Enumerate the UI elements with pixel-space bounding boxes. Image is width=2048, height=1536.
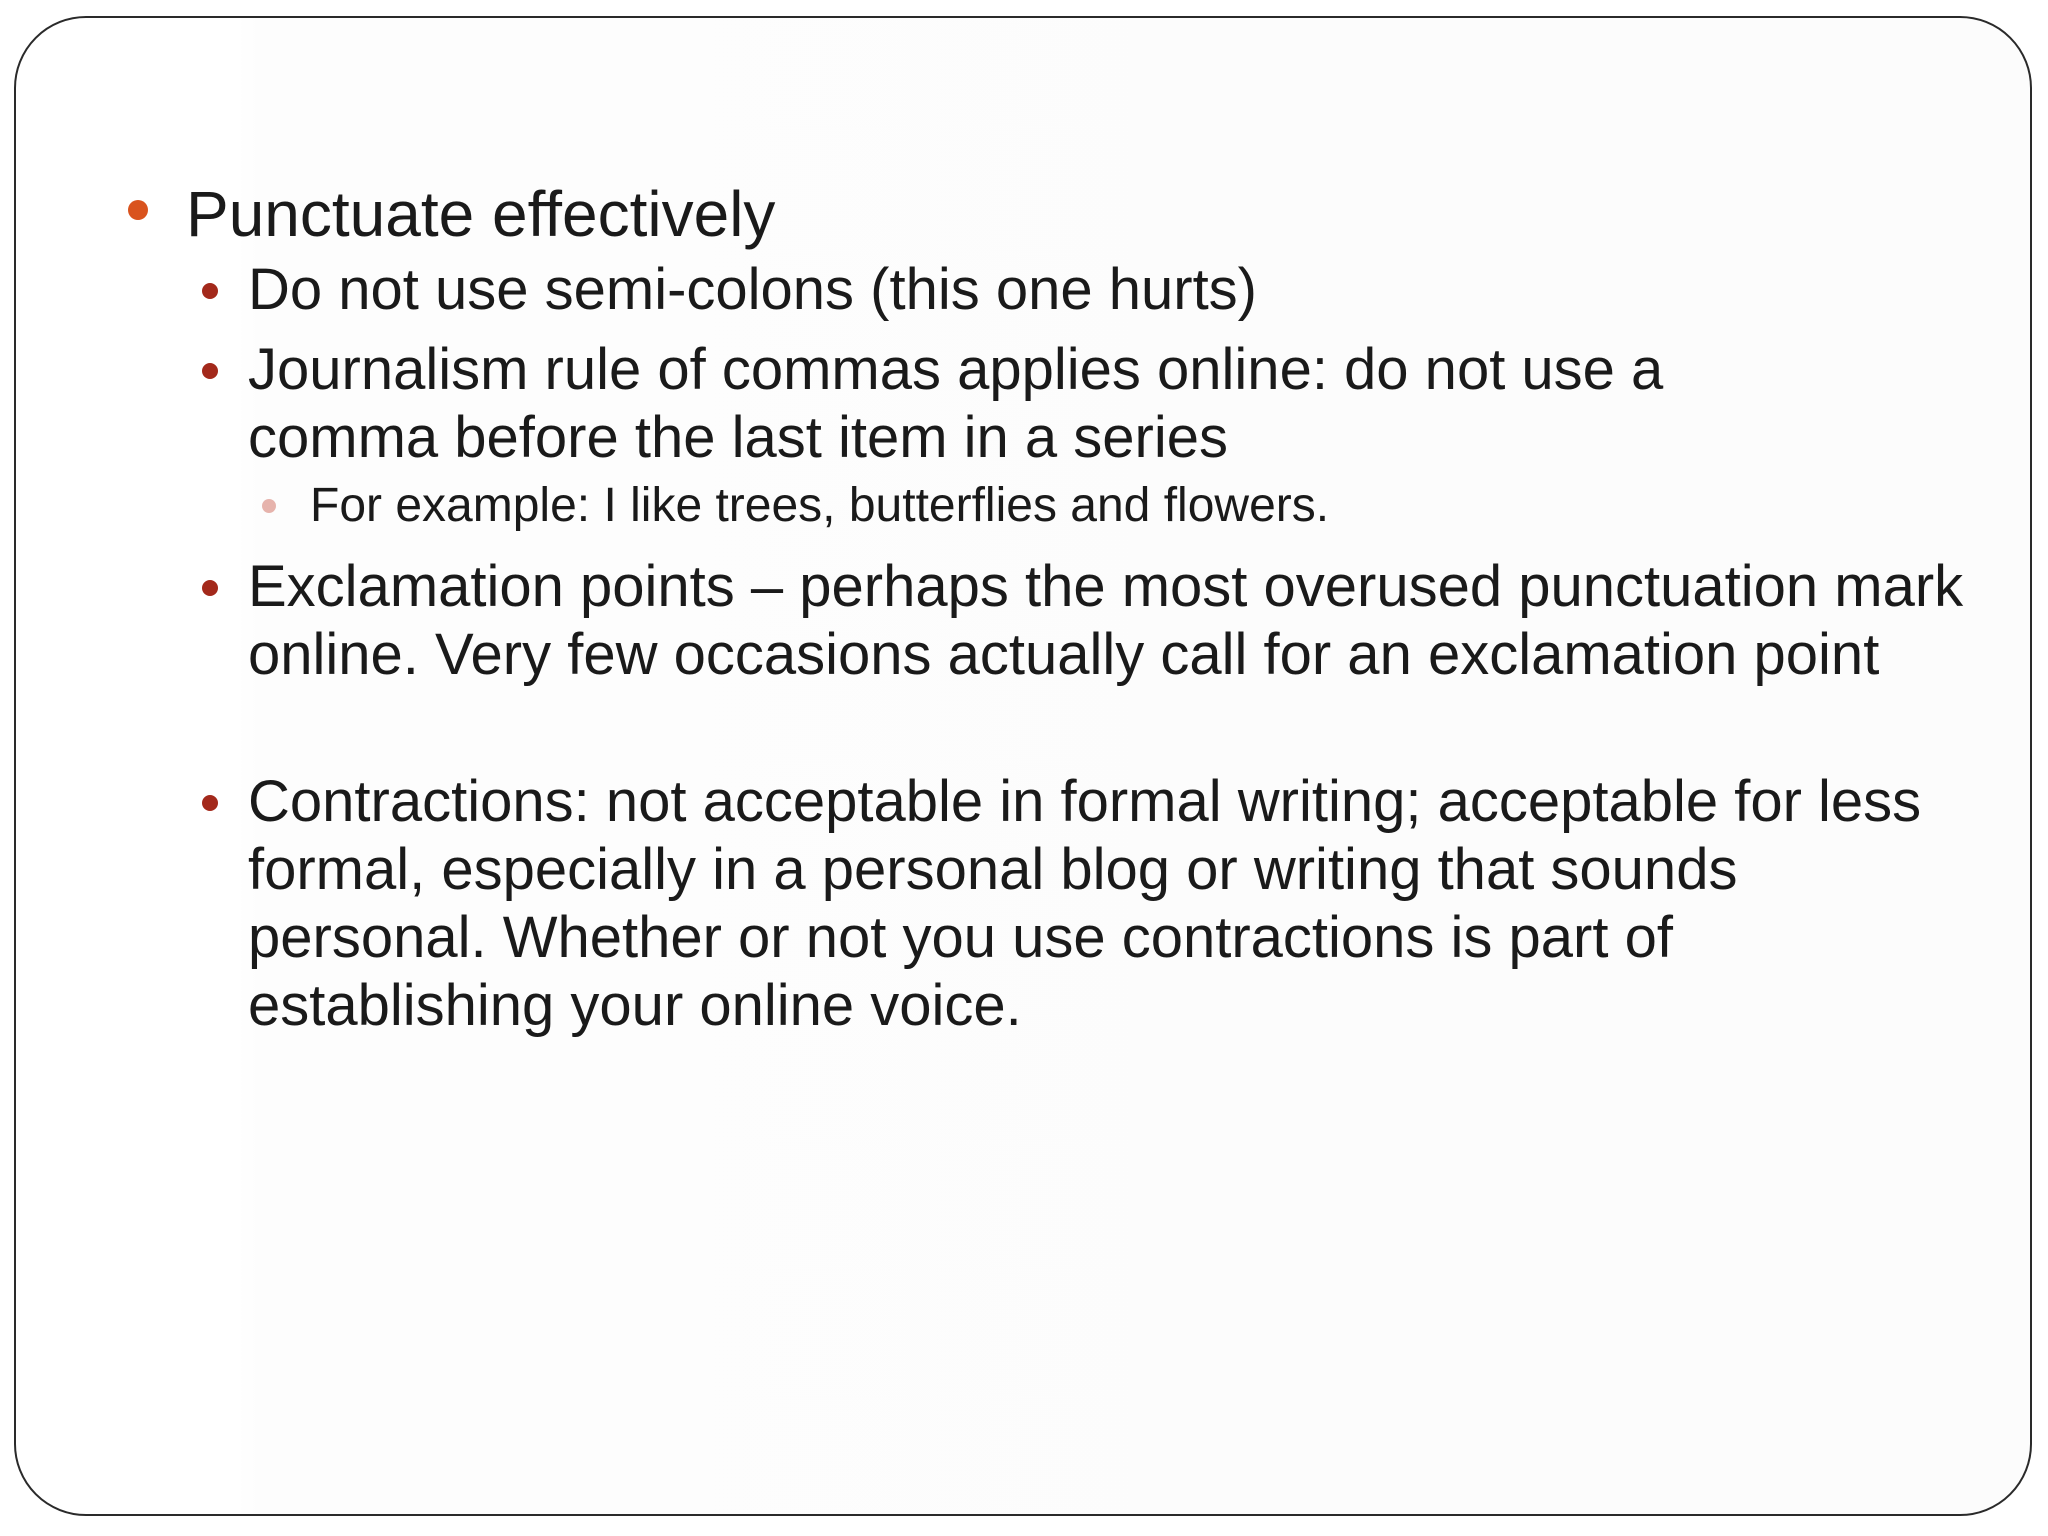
bullet-contractions: Contractions: not acceptable in formal writing; acceptable for less formal, especially in a personal blog or writing that sounds personal. Whether or not you use contractions is part of establishing your online voice. [248,769,1922,1038]
bullet-exclamation: Exclamation points – perhaps the most overused punctuation mark online. Very few occasions actually call for an exclamation point [248,554,1964,687]
bullet-level2-dot [202,363,218,379]
bullet-level3-dot [262,499,276,513]
bullet-level2-dot [202,795,218,811]
slide [14,16,2032,1516]
bullet-level1-dot [128,200,148,220]
slide-content [16,18,2030,1514]
bullet-level2-dot [202,580,218,596]
bullet-commas: Journalism rule of commas applies online: do not use a comma before the last item in a series [248,337,1664,470]
sub-bullet-example: For example: I like trees, butterflies and flowers. [310,479,1330,532]
bullet-level2-dot [202,283,218,299]
bullet-semicolons: Do not use semi-colons (this one hurts) [248,257,1257,322]
bullet-heading: Punctuate effectively [186,178,776,250]
